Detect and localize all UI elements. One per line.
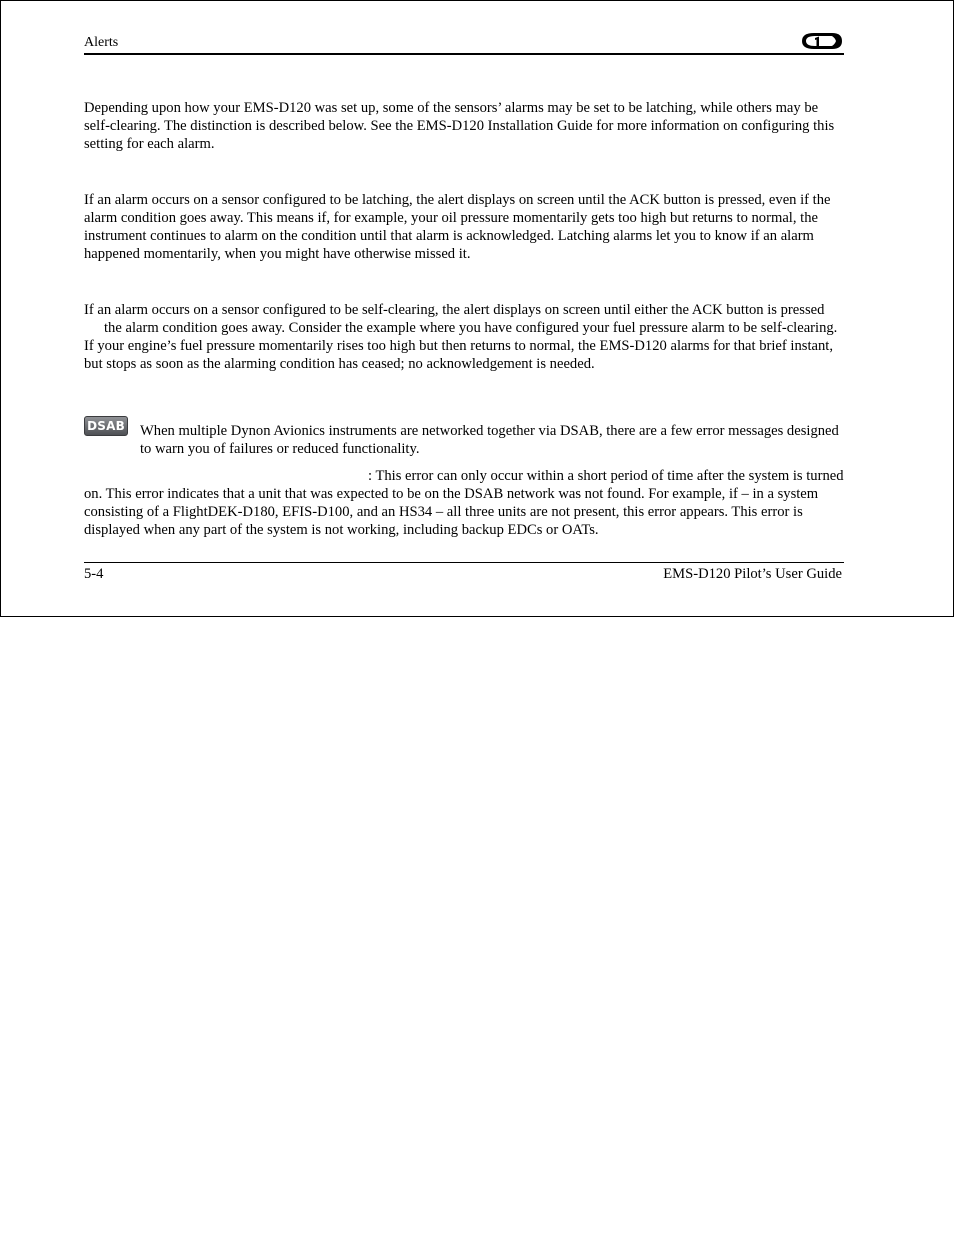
section-title: Alerts — [84, 35, 119, 50]
page-number: 5-4 — [84, 566, 104, 582]
dynon-logo-icon — [800, 31, 844, 51]
guide-title: EMS-D120 Pilot’s User Guide — [663, 566, 842, 582]
self-clearing-text-b: the alarm condition goes away. Consider the example where you have configured your fuel pressure alarm to be self-clearing. If your engine’s fuel pressure momentarily rises too high but then returns to normal, the EMS-D120 alarms for that brief instant, but stops as soon as the alarming condition has ceased; no acknowledgement is needed. — [84, 320, 838, 372]
self-clearing-paragraph — [84, 301, 844, 373]
latching-paragraph: If an alarm occurs on a sensor configured to be latching, the alert displays on screen until the ACK button is pressed, even if the alarm condition goes away. This means if, for example, your oil pressure momentarily gets too high but returns to normal, the instrument continues to alarm on the condition until that alarm is acknowledged. Latching alarms let you to know if an alarm happened momentarily, when you might have otherwise missed it. — [84, 192, 831, 262]
page-footer — [84, 562, 844, 587]
self-clearing-text-a: If an alarm occurs on a sensor configured to be self-clearing, the alert displays on screen until either the ACK button is pressed — [84, 302, 825, 318]
page-header — [84, 34, 844, 55]
error-description: : This error can only occur within a short period of time after the system is turned on. This error indicates that a unit that was expected to be on the DSAB network was not found. For example, if – in a system consisting of a FlightDEK-D180, EFIS-D100, and an HS34 – all three units are not present, this error appears. This error is displayed when any part of the system is not working, including backup EDCs or OATs. — [84, 468, 844, 538]
dsab-icon: DSAB — [84, 416, 128, 436]
dsab-note: When multiple Dynon Avionics instruments are networked together via DSAB, there are a few error messages designed to warn you of failures or reduced functionality. — [140, 423, 839, 457]
intro-paragraph: Depending upon how your EMS-D120 was set up, some of the sensors’ alarms may be set to be latching, while others may be self-clearing. The distinction is described below. See the EMS-D120 Installation Guide for more information on configuring this setting for each alarm. — [84, 100, 835, 152]
